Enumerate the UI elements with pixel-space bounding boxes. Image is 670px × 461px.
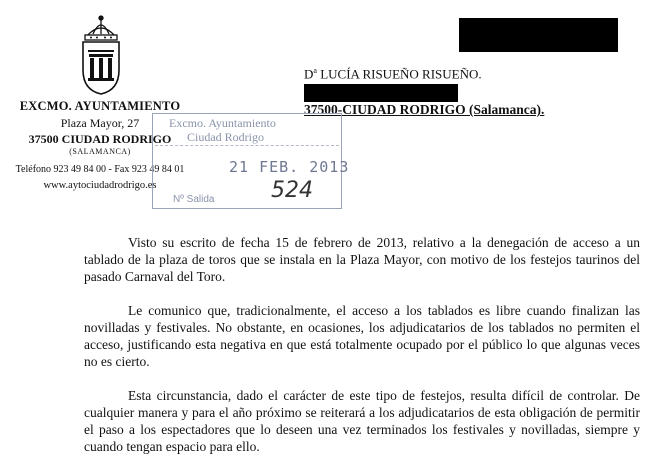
stamp-divider <box>155 145 339 146</box>
body-paragraph-2: Le comunico que, tradicionalmente, el acceso a los tablados es libre cuando finalizan las novilladas y festivales. No obstante, en ocasiones, los adjudicatarios de los tablados no permiten el acceso, justificando esta negativa en que está totalmente ocupado por el público lo que algunas veces no es cierto. <box>84 303 640 369</box>
sender-city: 37500 CIUDAD RODRIGO <box>28 132 172 146</box>
stamp-salida-number: 524 <box>271 178 313 203</box>
recipient-city: 37500-CIUDAD RODRIGO (Salamanca). <box>304 102 545 117</box>
body-paragraph-3: Esta circunstancia, dado el carácter de este tipo de festejos, resulta difícil de controlar. De cualquier manera y para el año próximo se reiterará a los adjudicatarios de esta obligación de permitir el paso a los espectadores que lo deseen una vez terminados los festivales y novilladas, siempre y cuando tengan espacio para ello. <box>84 388 640 454</box>
stamp-line-1: Excmo. Ayuntamiento <box>169 116 276 130</box>
stamp-line-2: Ciudad Rodrigo <box>187 130 264 144</box>
recipient-title-prefix: a <box>313 66 317 75</box>
registry-stamp <box>152 113 350 209</box>
stamp-salida-label: Nº Salida <box>173 194 215 205</box>
sender-organization: EXCMO. AYUNTAMIENTO <box>19 99 181 113</box>
redaction-bar-top <box>459 18 618 52</box>
recipient-name: $D^a$ LUCÍA RISUEÑO RISUEÑO. <box>304 66 482 82</box>
letter-body <box>84 234 640 455</box>
recipient-name-text: LUCÍA RISUEÑO RISUEÑO. <box>320 66 482 82</box>
redaction-bar-address <box>304 84 458 102</box>
body-paragraph-1: Visto su escrito de fecha 15 de febrero de 2013, relativo a la denegación de acceso a un tablado de la plaza de toros que se instala en la Plaza Mayor, con motivo de los festejos taurinos del pasado Carnaval del Toro. <box>84 235 640 284</box>
sender-province: (SALAMANCA) <box>69 147 131 156</box>
stamp-date: 21 FEB. 2013 <box>229 158 350 176</box>
sender-website: www.aytociudadrodrigo.es <box>43 180 157 191</box>
coat-of-arms-crest-icon <box>79 14 123 96</box>
sender-address: Plaza Mayor, 27 <box>60 116 140 130</box>
sender-phone: Teléfono 923 49 84 00 - Fax 923 49 84 01 <box>15 164 185 175</box>
